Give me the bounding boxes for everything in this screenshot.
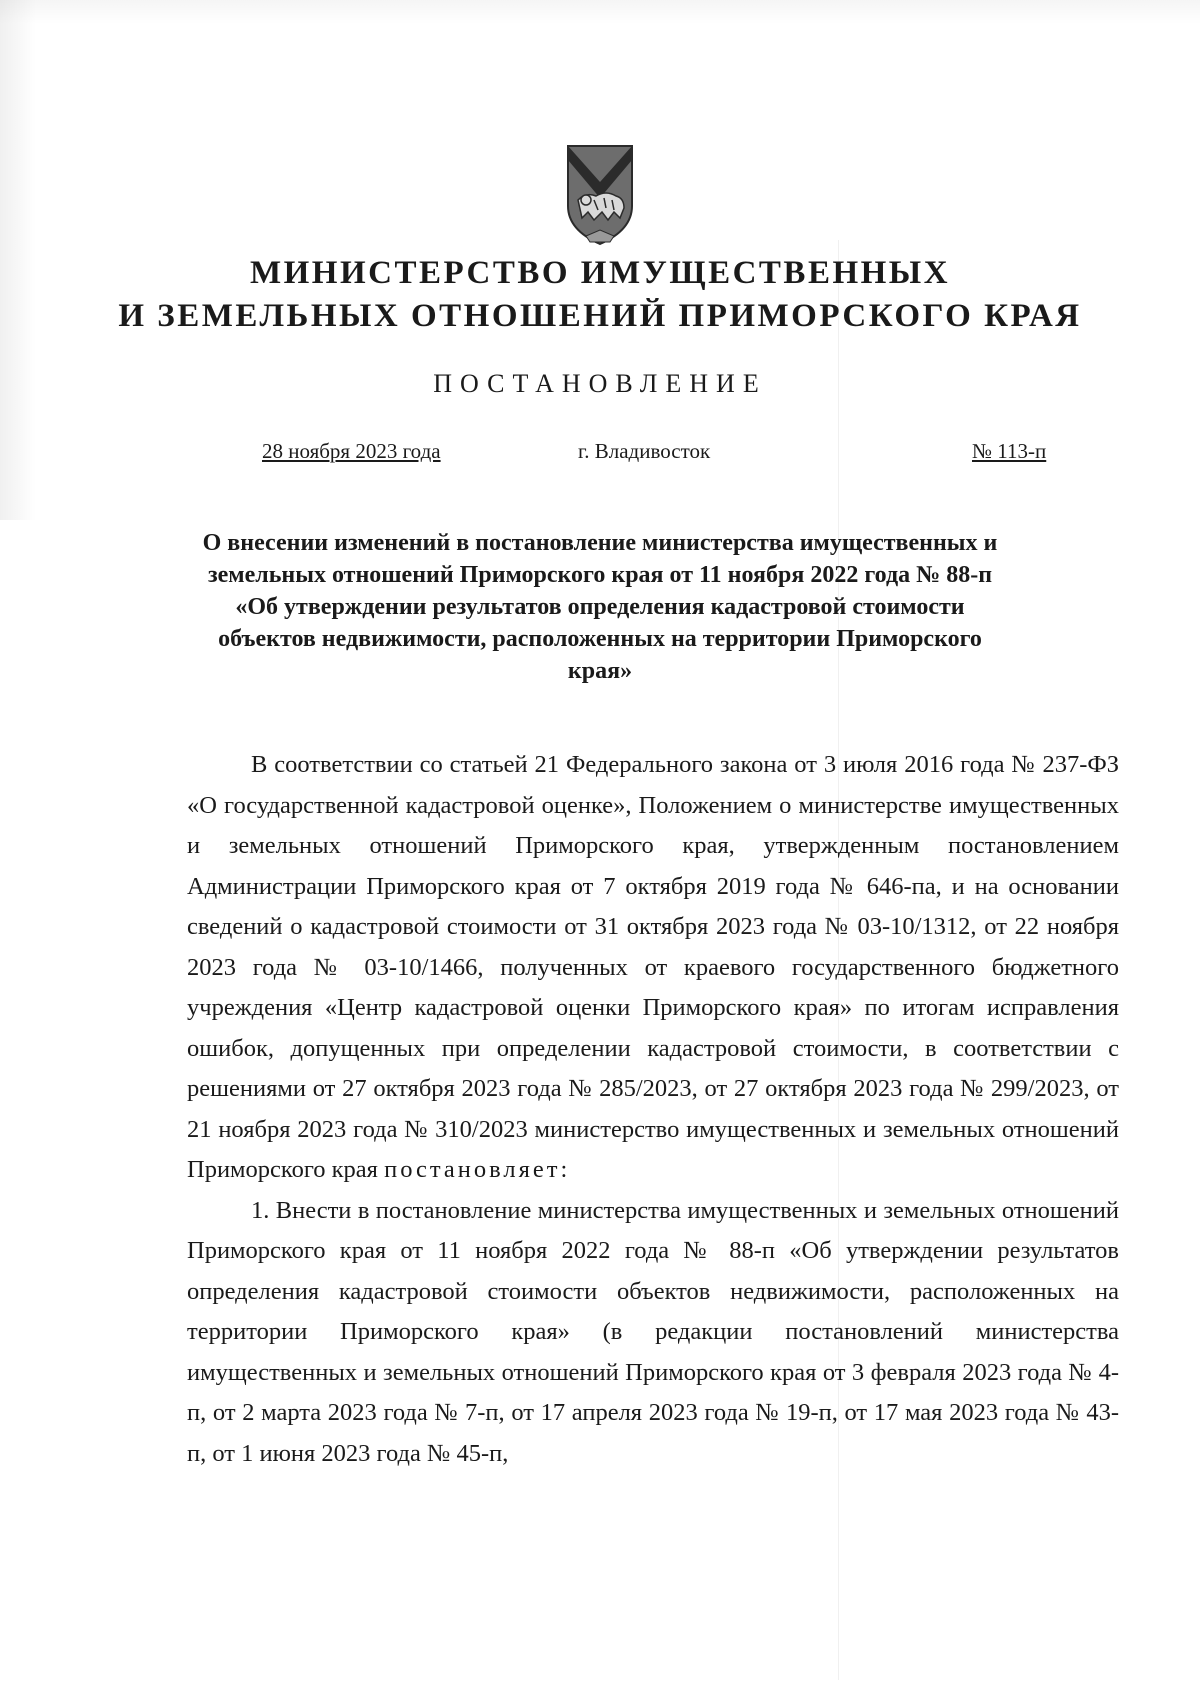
document-number-value: № 113-п [972,439,1047,463]
body-paragraph-2: 1. Внести в постановление министерства имущественных и земельных отношений Приморского края от 11 ноября 2022 года № 88-п «Об утверждении результатов определения кадастровой стоимости объектов недвижимости, расположенных на территории Приморского края» (в редакции постановлений министерства имущественных и земельных отношений Приморского края от 3 февраля 2023 года № 4-п, от 2 марта 2023 года № 7-п, от 17 апреля 2023 года № 19-п, от 17 мая 2023 года № 43-п, от 1 июня 2023 года № 45-п, [187,1196,1119,1467]
document-title: О внесении изменений в постановление министерства имущественных и земельных отношений Приморского края от 11 ноября 2022 года № 88-п «Об утверждении результатов определения кадастровой стоимости объектов недвижимости, расположенных на территории Приморского края» [202,530,998,684]
ministry-name-line1: МИНИСТЕРСТВО ИМУЩЕСТВЕННЫХ [249,255,951,291]
ministry-name-line2: И ЗЕМЕЛЬНЫХ ОТНОШЕНИЙ ПРИМОРСКОГО КРАЯ [118,298,1082,334]
decree-word: постановляет: [384,1156,571,1183]
document-body [187,745,1119,1474]
document-number [972,439,1046,464]
document-type: ПОСТАНОВЛЕНИЕ [433,369,767,398]
ministry-name [0,252,1200,338]
document-date [262,439,441,464]
body-paragraph-1 [187,745,1119,1191]
body-paragraph-1-text: В соответствии со статьей 21 Федерального закона от 3 июля 2016 года № 237-ФЗ «О государственной кадастровой оценке», Положением о министерстве имущественных и земельных отношений Приморского края, утвержденным постановлением Администрации Приморского края от 7 октября 2019 года № 646-па, и на основании сведений о кадастровой стоимости от 31 октября 2023 года № 03-10/1312, от 22 ноября 2023 года № 03-10/1466, полученных от краевого государственного бюджетного учреждения «Центр кадастровой оценки Приморского края» по итогам исправления ошибок, допущенных при определении кадастровой стоимости, в соответствии с решениями от 27 октября 2023 года № 285/2023, от 27 октября 2023 года № 299/2023, от 21 ноября 2023 года № 310/2023 министерство имущественных и земельных отношений Приморского края [187,751,1119,1183]
document-date-value: 28 ноября 2023 года [262,439,441,463]
scan-shadow-top [0,0,1200,24]
coat-of-arms-icon [562,138,638,250]
document-city: г. Владивосток [578,439,711,463]
